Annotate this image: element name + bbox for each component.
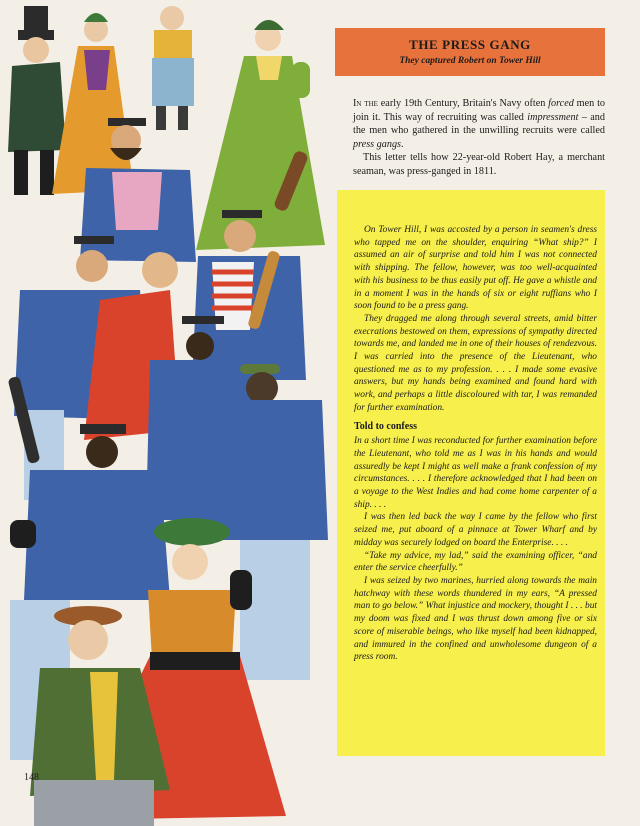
intro-paragraph-2: This letter tells how 22-year-old Robert Hay, a merchant seaman, was press-ganged in 1811. xyxy=(353,152,605,177)
letter-paragraph: “Take my advice, my lad,” said the examining officer, “and enter the service cheerfully.” xyxy=(354,550,597,574)
page-number: 148 xyxy=(24,772,39,783)
letter-box xyxy=(337,190,605,756)
intro-em-impressment: impressment xyxy=(527,111,579,123)
title-banner xyxy=(335,28,605,76)
page-subtitle: They captured Robert on Tower Hill xyxy=(399,56,541,66)
letter-paragraph: In a short time I was reconducted for further examination before the Lieutenant, who told me as I was in his hands and would assuredly be kept I might as well make a frank confession of my circumstances. . . . I therefore acknowledged that I had been on a voyage to the West Indies and had come home carpenter of a ship. . . . xyxy=(354,436,597,510)
letter-paragraph: I was seized by two marines, hurried along towards the main hatchway with these words thundered in my ears, “A pressed man to go below.” What injustice and mockery, thought I . . . but my doom was fixed and I was thrust down among five or six score of miserable beings, who like myself had been kidnapped, and immured in the confined and unwholesome dungeon of a press room. xyxy=(354,575,597,663)
intro-em-press-gangs: press gangs xyxy=(353,138,402,150)
letter-paragraph: I was then led back the way I came by the fellow who first seized me, put aboard of a pinnace at Tower Wharf and by midday was securely lodged on board the Enterprise. . . . xyxy=(354,512,597,548)
intro-lead: In the xyxy=(353,98,378,109)
intro-text-d: . xyxy=(401,138,404,150)
letter-paragraph: On Tower Hill, I was accosted by a person in seamen's dress who tapped me on the shoulder, enquiring “What ship?” I assumed an air of surprise and told him I was not connected with shipping. The fellow, however, was too well-acquainted with his business to be thus easily put off. He gave a whistle and in a moment I was in the hands of six or eight ruffians who I soon found to be a press gang. xyxy=(354,225,597,312)
intro-text-c: – and the men who gathered in the unwilling recruits were called xyxy=(353,111,605,137)
intro-text-b: men to join it. This way of recruiting was called xyxy=(353,98,605,123)
letter-paragraph: They dragged me along through several streets, amid bitter execrations bestowed on them, expressions of sympathy directed towards me, and landed me in one of their houses of rendezvous. I was carried into the presence of the Lieutenant, who questioned me as to my profession. . . . I made some evasive answers, but my hands being examined and found hard with work, and perhaps a little discoloured with tar, I was remanded for further examination. xyxy=(354,313,597,413)
intro-text-a: early 19th Century, Britain's Navy often xyxy=(377,98,549,109)
intro-text xyxy=(353,97,605,179)
page-title: THE PRESS GANG xyxy=(409,37,531,52)
intro-em-forced: forced xyxy=(548,98,574,109)
letter-heading: Told to confess xyxy=(354,420,417,432)
intro-paragraph xyxy=(353,97,605,151)
